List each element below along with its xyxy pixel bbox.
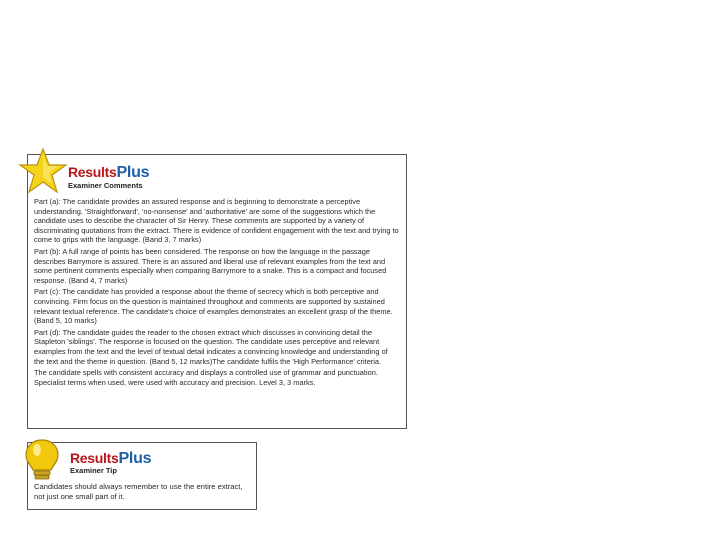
comment-spelling: The candidate spells with consistent accuracy and displays a controlled use of grammar and punctuation. Specialist terms when used, were used with accuracy and precision. Level 3, 3 marks.	[34, 368, 378, 387]
examiner-tip-label: Examiner Tip	[70, 466, 117, 475]
tip-body: Candidates should always remember to use the entire extract, not just one small part of it.	[34, 482, 243, 501]
lightbulb-icon	[19, 437, 65, 483]
resultsplus-logo	[28, 155, 178, 203]
star-icon	[18, 147, 68, 197]
comment-part-b: Part (b): A full range of points has been considered. The response on how the language in the passage describes Barrymore is assured. There is an assured and liberal use of relevant examples from the text and some pertinent comments especially when comparing Barrymore to a snake. This is a compact and focused response. (Band 4, 7 marks)	[34, 246, 387, 285]
comment-part-a: Part (a): The candidate provides an assured response and is beginning to demonstrate a perceptive understanding. 'Straightforward', 'no-nonsense' and 'authoritative' are some of the suggestions which the candidate uses to describe the character of Sir Henry. These comments are supported by a variety of discriminating quotations from the extract. There is evidence of confident engagement with the text and trying to come to grips with the language. (Band 3, 7 marks)	[34, 197, 399, 245]
logo-wordmark: ResultsPlus	[68, 163, 150, 181]
logo-wordmark: ResultsPlus	[70, 449, 152, 467]
comment-part-c: Part (c): The candidate has provided a response about the theme of secrecy which is both perceptive and convincing. Firm focus on the question is maintained throughout and comments are supported by sustained relevant textual reference. The candidate's choice of examples demonstrates an excellent grasp of the theme. (Band 5, 10 marks)	[34, 287, 393, 326]
examiner-comments-label: Examiner Comments	[68, 181, 143, 190]
examiner-tip-panel	[27, 442, 257, 510]
examiner-comments-panel	[27, 154, 407, 429]
comments-body	[34, 197, 400, 389]
comment-part-d: Part (d): The candidate guides the reader to the chosen extract which discusses in convincing detail the Stapleton 'siblings'. The response is focused on the question. The candidate uses perceptive and relevant examples from the text and the level of textual detail indicates a convincing knowledge and understanding of the text and the theme in question. (Band 5, 12 marks)The candidate fulfils the 'High Performance' criteria.	[34, 327, 388, 366]
resultsplus-logo	[28, 443, 168, 483]
